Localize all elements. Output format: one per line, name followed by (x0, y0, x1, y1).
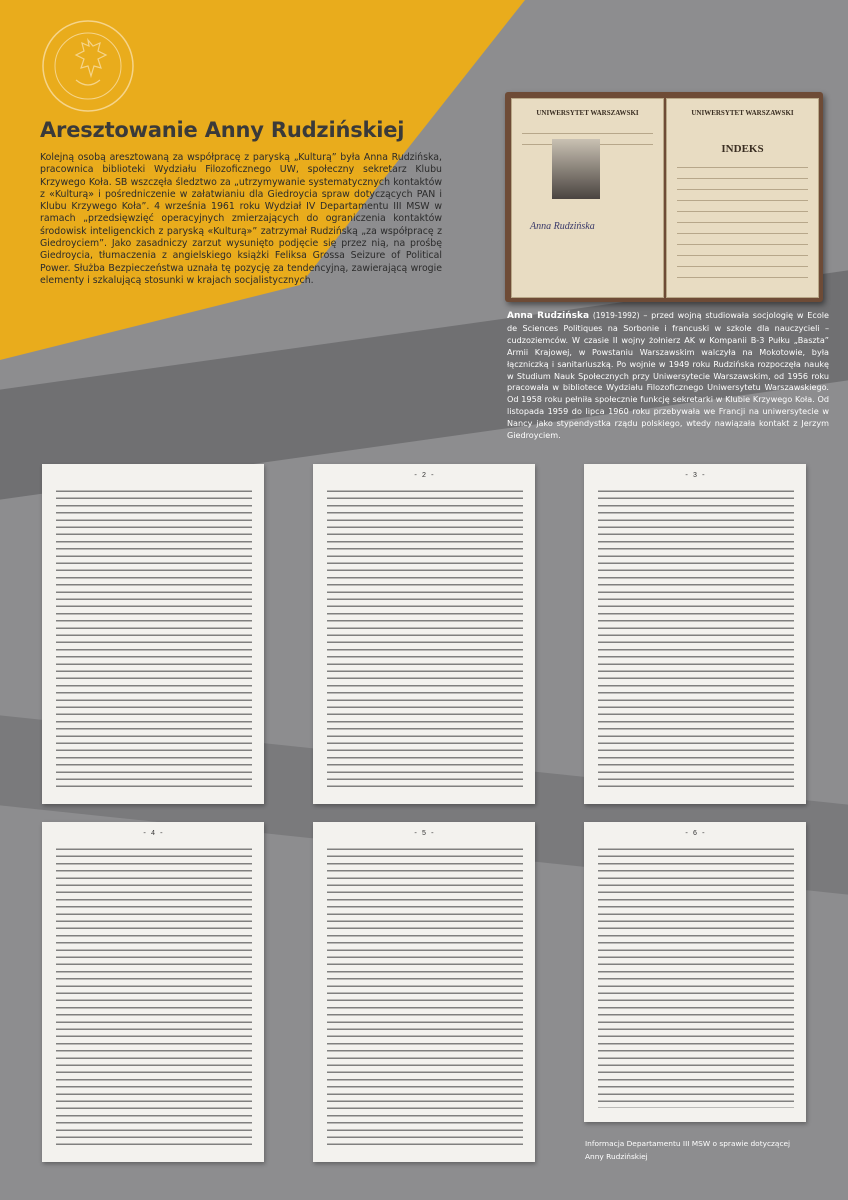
bio-name: Anna Rudzińska (507, 311, 590, 321)
bio-text: – przed wojną studiowała socjologię w Ecole de Sciences Politiques na Sorbonie i francuski w szkole dla nauczycieli – cudzoziemców. W czasie II wojny żołnierz AK w Kompanii B-3 Pułku „Baszta” Armii Krajowej, w Powstaniu Warszawskim walczyła na Mokotowie, była łączniczką i sanitariuszką. Po wojnie w 1949 roku Rudzińska rozpoczęła naukę w Studium Nauk Społecznych przy Uniwersytecie Warszawskim, od 1956 roku pracowała w bibliotece Wydziału Filozoficznego Uniwersytetu Warszawskiego. Od 1958 roku pełniła społecznie funkcję sekretarki w Klubie Krzywego Koła. Od listopada 1959 do lipca 1960 roku przebywała we Francji na uniwersytecie w Nancy jako stypendystka rządu polskiego, wtedy nawiązała kontakt z Jerzym Giedroyciem. (507, 310, 830, 441)
document-page-number: - 5 - (413, 830, 435, 838)
document-page-number: - 6 - (684, 830, 706, 838)
document-typed-text (56, 844, 252, 1148)
document-page-6 (584, 822, 806, 1122)
page-title: Aresztowanie Anny Rudzińskiej (40, 118, 405, 142)
document-page-number: - 4 - (142, 830, 164, 838)
caption-line-1: Informacja Departamentu III MSW o sprawie dotyczącej (585, 1139, 791, 1148)
document-page-number: - 2 - (413, 472, 435, 480)
index-book-right-page (666, 98, 819, 298)
index-university-right: UNIWERSYTET WARSZAWSKI (691, 109, 794, 117)
index-university-left: UNIWERSYTET WARSZAWSKI (536, 109, 639, 117)
biography-paragraph (507, 310, 829, 442)
index-book-left-page (511, 98, 664, 298)
index-heading: INDEKS (721, 143, 764, 155)
document-page-1 (42, 464, 264, 804)
index-book-photo (505, 92, 823, 302)
document-page-number: - 3 - (684, 472, 706, 480)
documents-caption (585, 1137, 825, 1163)
document-page-3 (584, 464, 806, 804)
handwritten-signature: Anna Rudzińska (530, 221, 595, 232)
document-typed-text (598, 486, 794, 790)
portrait-photo (552, 139, 600, 199)
document-typed-text (598, 844, 794, 1108)
caption-line-2: Anny Rudzińskiej (585, 1152, 648, 1161)
document-typed-text (56, 486, 252, 790)
ipn-seal-logo (40, 18, 136, 114)
document-page-5 (313, 822, 535, 1162)
document-page-4 (42, 822, 264, 1162)
document-typed-text (327, 844, 523, 1148)
intro-paragraph: Kolejną osobą aresztowaną za współpracę z paryską „Kulturą” była Anna Rudzińska, pracownica biblioteki Wydziału Filozoficznego UW, społeczny sekretarz Klubu Krzywego Koła. SB wszczęła śledztwo za „utrzymywanie systematycznych kontaktów z «Kulturą» i pośredniczenie w załatwianiu dla Giedroycia spraw dotyczących PAN i Klubu Krzywego Koła”. 4 września 1961 roku Wydział IV Departamentu III MSW w ramach „przedsięwzięć operacyjnych zmierzających do ograniczenia kontaktów środowisk inteligenckich z paryską «Kulturą»” zatrzymał Rudzińską „za współpracę z Giedroyciem”. Jako zasadniczy zarzut wysunięto podjęcie się przez nią, na prośbę Giedroycia, tłumaczenia z angielskiego książki Feliksa Grossa Seizure of Political Power. Służba Bezpieczeństwa uznała tę pozycję za tendencyjną, zawierającą wrogie elementy i szkalującą stosunki w krajach socjalistycznych. (40, 152, 442, 286)
index-form-lines (677, 157, 808, 281)
bio-dates: (1919-1992) (592, 311, 640, 320)
document-typed-text (327, 486, 523, 790)
document-page-2 (313, 464, 535, 804)
